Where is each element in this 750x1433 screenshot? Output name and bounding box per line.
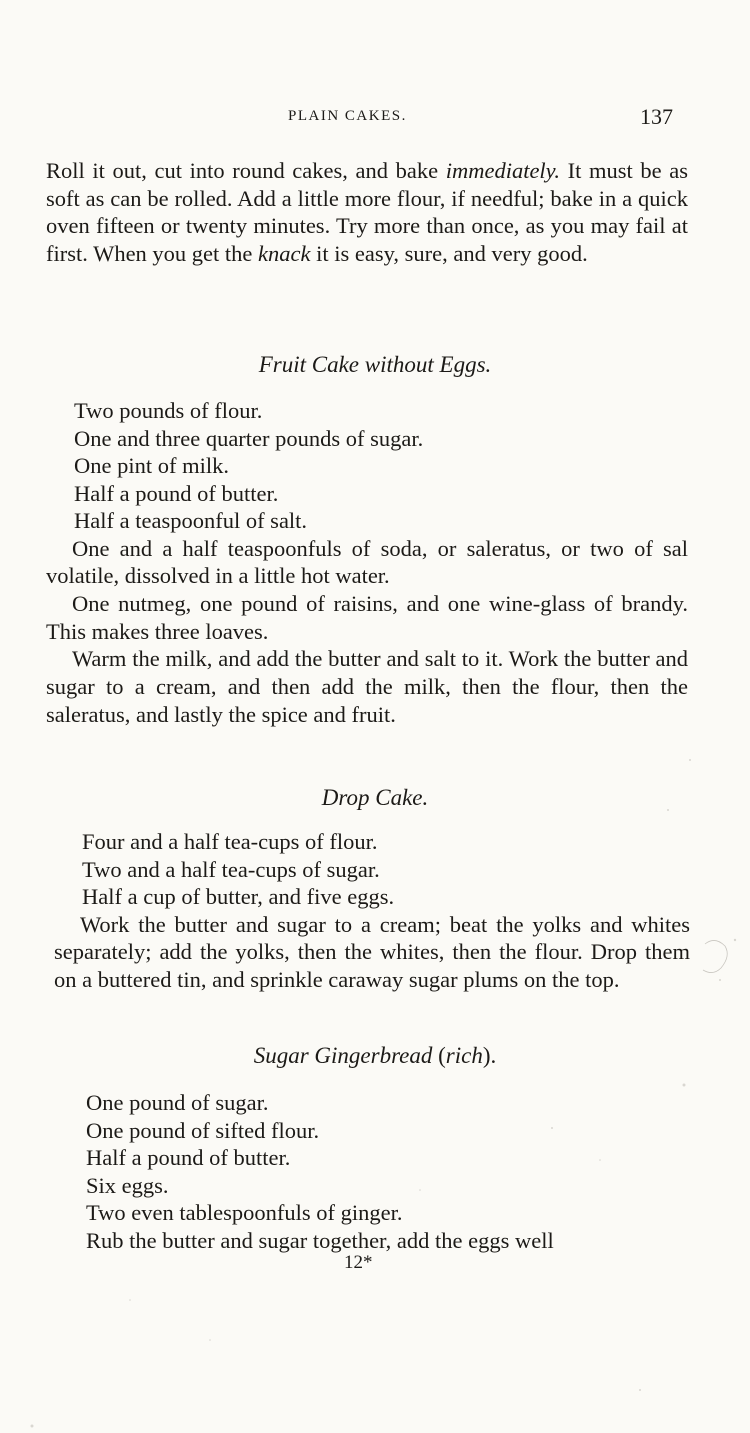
ingredient-line: Half a cup of butter, and five eggs.	[82, 884, 395, 909]
signature-mark: 12*	[344, 1252, 373, 1273]
ingredient-line: Four and a half tea-cups of flour.	[82, 829, 378, 854]
fruit-cake-paragraph: Warm the milk, and add the butter and salt to it. Work the butter and sugar to a cream, and then add the milk, then the flour, then the saleratus, and lastly the spice and fruit.	[46, 646, 688, 727]
ingredient-line: One and three quarter pounds of sugar.	[74, 425, 424, 451]
ingredient-line: One pint of milk.	[74, 453, 229, 478]
gingerbread-paragraph: Rub the butter and sugar together, add the eggs well	[86, 1227, 554, 1253]
gingerbread-title: Sugar Gingerbread	[253, 1043, 439, 1068]
drop-cake-heading: Drop Cake.	[321, 785, 429, 810]
ingredient-line: Half a teaspoonful of salt.	[74, 508, 308, 533]
ingredient-line: Half a pound of butter.	[86, 1145, 291, 1170]
drop-cake-paragraph: Work the butter and sugar to a cream; beat the yolks and whites separately; add the yolks, then the whites, then the flour. Drop them on a buttered tin, and sprinkle caraway sugar plums on the top.	[54, 911, 690, 992]
page-number: 137	[640, 104, 673, 129]
fruit-cake-heading: Fruit Cake without Eggs.	[258, 352, 492, 377]
fruit-cake-paragraph: One and a half teaspoonfuls of soda, or saleratus, or two of sal volatile, dissolved in a little hot water.	[46, 535, 688, 589]
intro-emphasis-knack: knack	[258, 241, 311, 267]
ingredient-line: Two pounds of flour.	[74, 398, 263, 423]
ingredient-line: Half a pound of butter.	[74, 480, 279, 506]
ingredient-line: One pound of sifted flour.	[86, 1117, 320, 1143]
gingerbread-heading: Sugar Gingerbread (rich).	[253, 1043, 497, 1068]
intro-emphasis-immediately: immediately.	[445, 158, 561, 183]
intro-text-2: It must be as soft as can be rolled. Add a little more flour, if needful; bake in a quick oven fifteen or twenty minutes. Try more than once, as you may fail at first. When you get the	[46, 158, 689, 267]
ingredient-line: Two even tablespoonfuls of ginger.	[86, 1200, 403, 1225]
intro-text-1: Roll it out, cut into round cakes, and bake	[46, 158, 446, 183]
ingredient-line: One pound of sugar.	[86, 1090, 269, 1115]
ingredient-line: Two and a half tea-cups of sugar.	[82, 856, 380, 882]
intro-text-3: it is easy, sure, and very good.	[310, 241, 588, 267]
ingredient-line: Six eggs.	[86, 1172, 169, 1198]
fruit-cake-paragraph: One nutmeg, one pound of raisins, and one wine-glass of brandy. This makes three loaves.	[46, 590, 688, 644]
running-title: PLAIN CAKES.	[288, 108, 407, 124]
